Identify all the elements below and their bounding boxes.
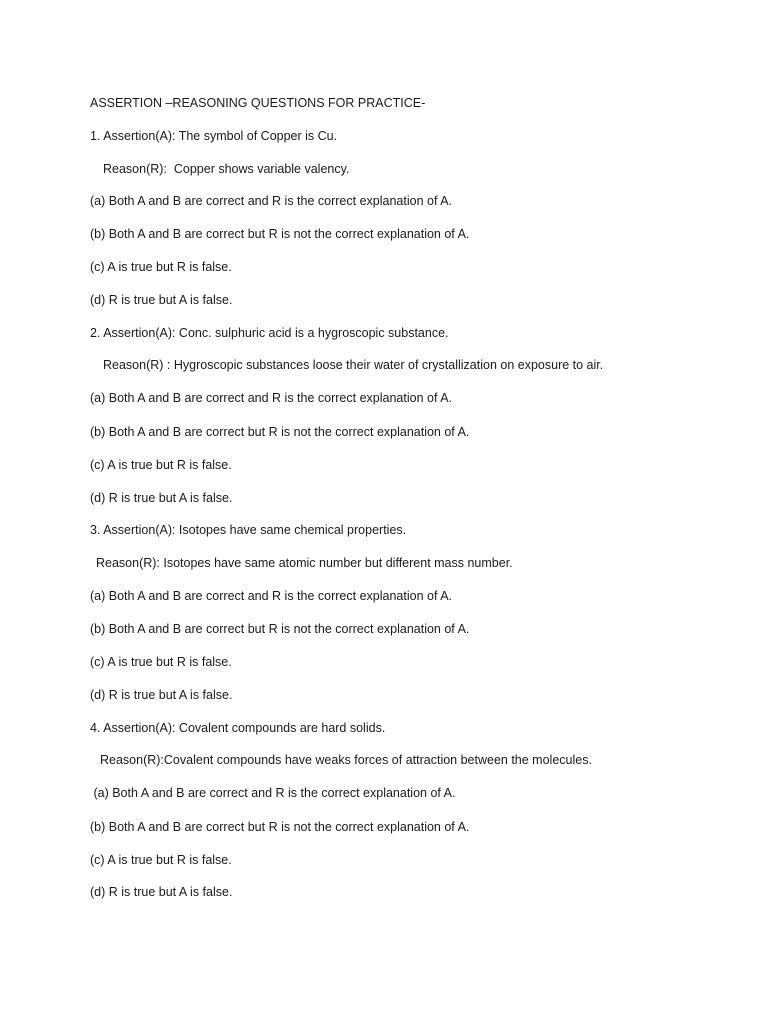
question-2-option-d: (d) R is true but A is false. — [90, 491, 233, 505]
question-1-option-d: (d) R is true but A is false. — [90, 293, 233, 307]
question-4-assertion: 4. Assertion(A): Covalent compounds are hard solids. — [90, 721, 386, 735]
question-3-option-a: (a) Both A and B are correct and R is the correct explanation of A. — [90, 589, 453, 603]
question-1-assertion: 1. Assertion(A): The symbol of Copper is Cu. — [90, 129, 338, 143]
question-3-reason: Reason(R): Isotopes have same atomic number but different mass number. — [96, 556, 513, 570]
question-3-assertion: 3. Assertion(A): Isotopes have same chemical properties. — [90, 523, 407, 537]
question-1-reason: Reason(R): Copper shows variable valency. — [103, 162, 350, 176]
question-3-option-d: (d) R is true but A is false. — [90, 688, 233, 702]
question-2-reason: Reason(R) : Hygroscopic substances loose their water of crystallization on exposure to air. — [103, 358, 604, 372]
question-3-option-b: (b) Both A and B are correct but R is not the correct explanation of A. — [90, 622, 470, 636]
question-4-option-c: (c) A is true but R is false. — [90, 853, 232, 867]
question-4-option-d: (d) R is true but A is false. — [90, 885, 233, 899]
question-3-option-c: (c) A is true but R is false. — [90, 655, 232, 669]
question-4-reason: Reason(R):Covalent compounds have weaks forces of attraction between the molecules. — [100, 753, 592, 767]
question-4-option-a: (a) Both A and B are correct and R is the correct explanation of A. — [90, 786, 456, 800]
question-1-option-a: (a) Both A and B are correct and R is the correct explanation of A. — [90, 194, 453, 208]
question-2-assertion: 2. Assertion(A): Conc. sulphuric acid is a hygroscopic substance. — [90, 326, 449, 340]
question-2-option-a: (a) Both A and B are correct and R is the correct explanation of A. — [90, 391, 453, 405]
question-1-option-b: (b) Both A and B are correct but R is not the correct explanation of A. — [90, 227, 470, 241]
page-title: ASSERTION –REASONING QUESTIONS FOR PRACTICE- — [90, 96, 426, 110]
question-2-option-b: (b) Both A and B are correct but R is not the correct explanation of A. — [90, 425, 470, 439]
question-2-option-c: (c) A is true but R is false. — [90, 458, 232, 472]
question-4-option-b: (b) Both A and B are correct but R is not the correct explanation of A. — [90, 820, 470, 834]
question-1-option-c: (c) A is true but R is false. — [90, 260, 232, 274]
